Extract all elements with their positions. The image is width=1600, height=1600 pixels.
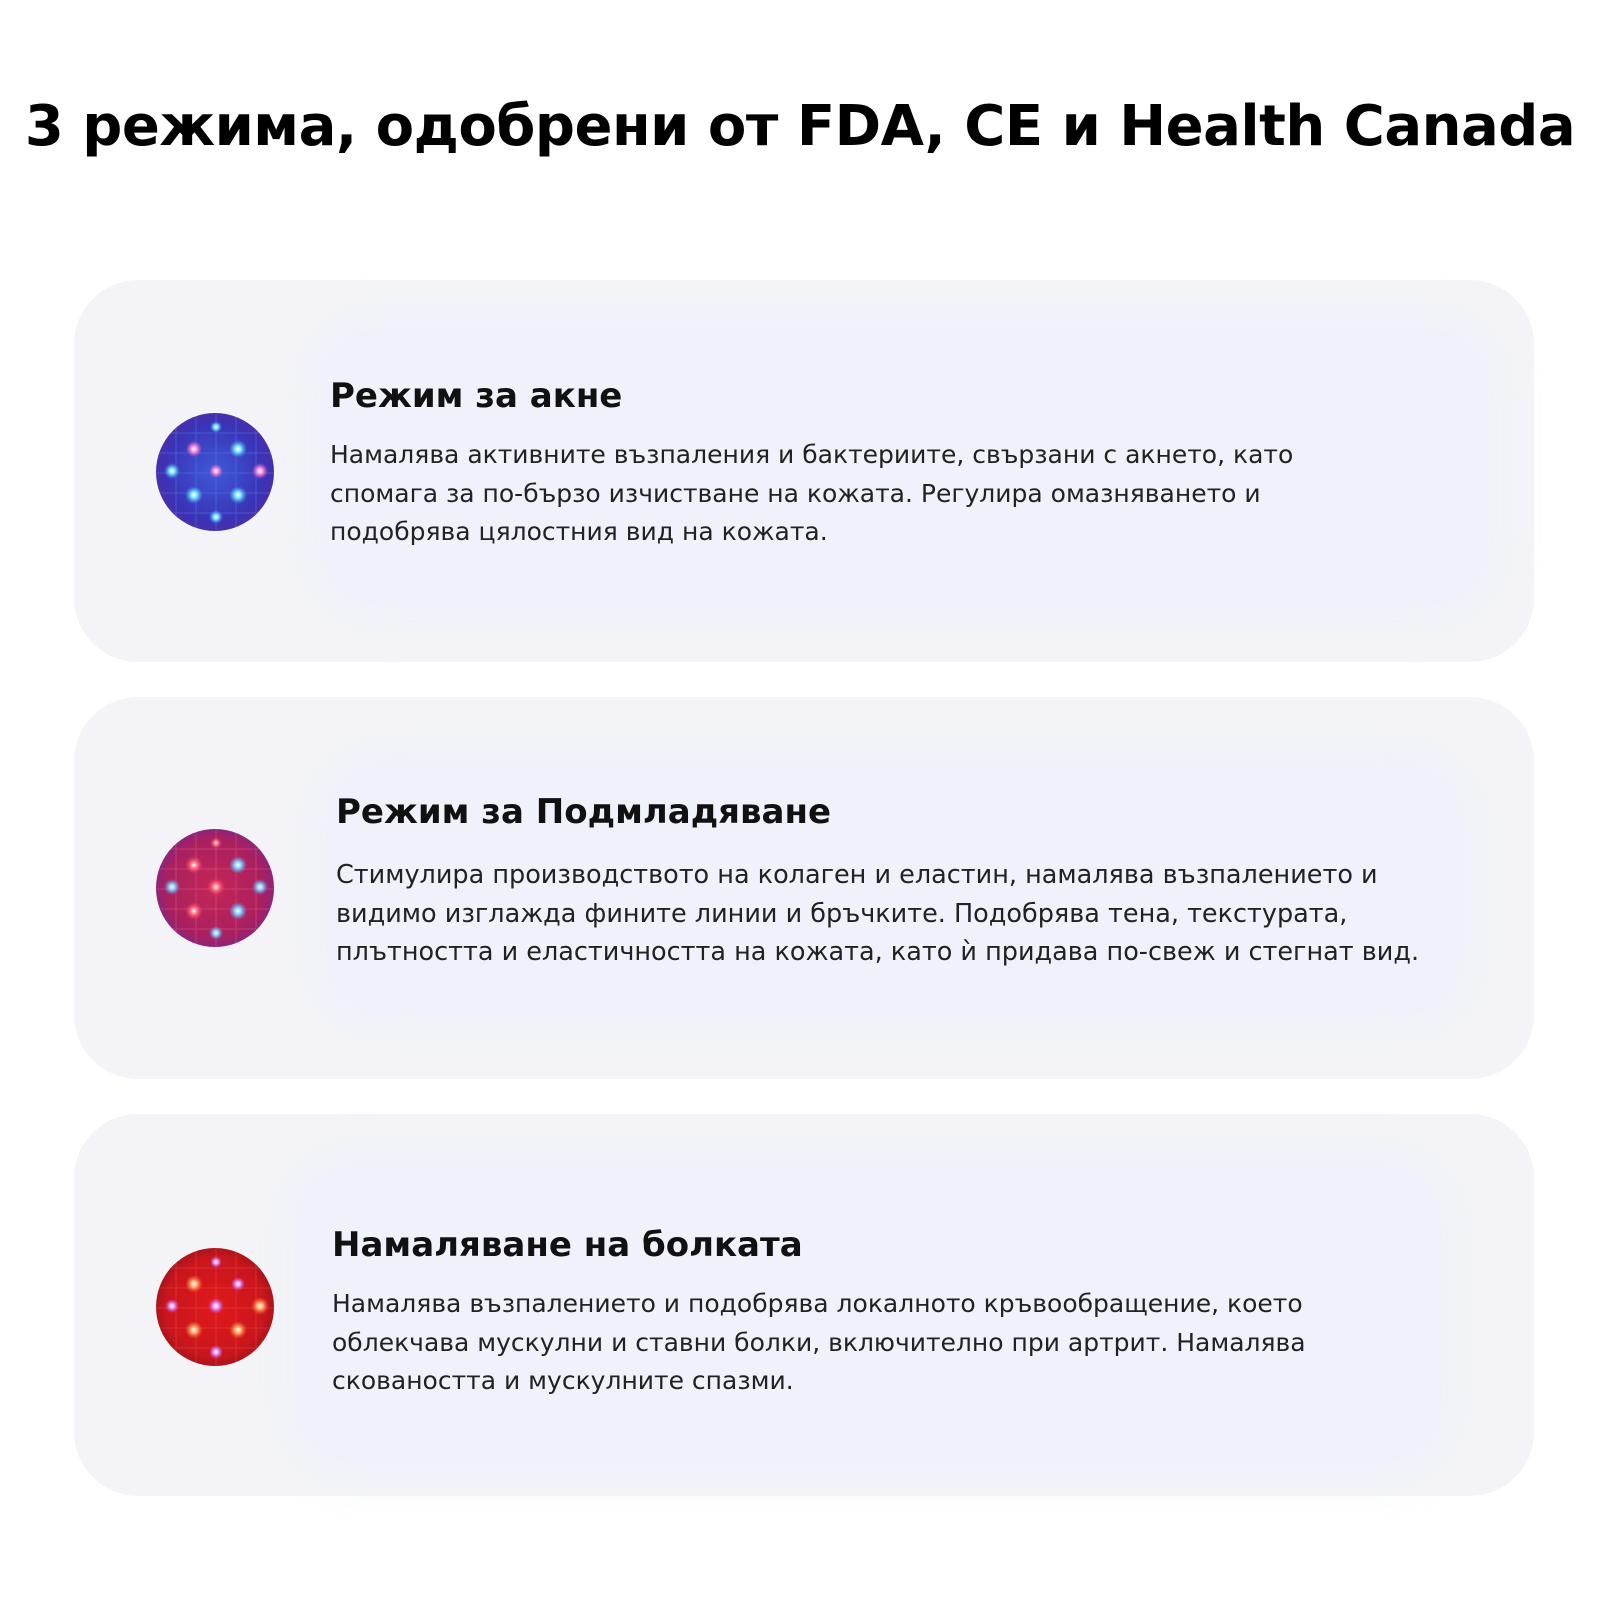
page-title: 3 режима, одобрени от FDA, CE и Health Canada	[24, 94, 1576, 159]
mode-heading: Режим за акне	[330, 376, 623, 416]
mode-card-pain-relief	[74, 1114, 1534, 1496]
description-line: спомага за по-бързо изчистване на кожата. Регулира омазняването и	[330, 478, 1261, 508]
blue-led-icon	[156, 413, 274, 531]
mode-description	[336, 856, 1456, 972]
mode-text-block	[336, 792, 1456, 972]
red-led-icon	[156, 1248, 274, 1366]
description-line: подобрява цялостния вид на кожата.	[330, 517, 828, 546]
mode-heading: Намаляване на болката	[332, 1225, 803, 1265]
description-line: Намалява активните възпаления и бактериите, свързани с акнето, като	[330, 440, 1294, 469]
description-line: Намалява възпалението и подобрява локалното кръвообращение, което	[332, 1289, 1303, 1318]
mode-card-rejuvenation	[74, 697, 1534, 1079]
mode-text-block	[332, 1225, 1412, 1401]
description-line: плътността и еластичността на кожата, като ѝ придава по-свеж и стегнат вид.	[336, 937, 1420, 967]
mode-card-acne	[74, 280, 1534, 662]
description-line: видимо изглажда фините линии и бръчките. Подобрява тена, текстурата,	[336, 898, 1348, 929]
mode-text-block	[330, 376, 1410, 552]
description-line: Стимулира производството на колаген и еластин, намалява възпалението и	[336, 860, 1378, 890]
description-line: сковаността и мускулните спазми.	[332, 1366, 794, 1395]
mode-description	[332, 1285, 1412, 1401]
mode-heading: Режим за Подмладяване	[336, 792, 832, 832]
mode-description	[330, 436, 1410, 552]
description-line: облекчава мускулни и ставни болки, включително при артрит. Намалява	[332, 1327, 1306, 1357]
purple-led-icon	[156, 829, 274, 947]
